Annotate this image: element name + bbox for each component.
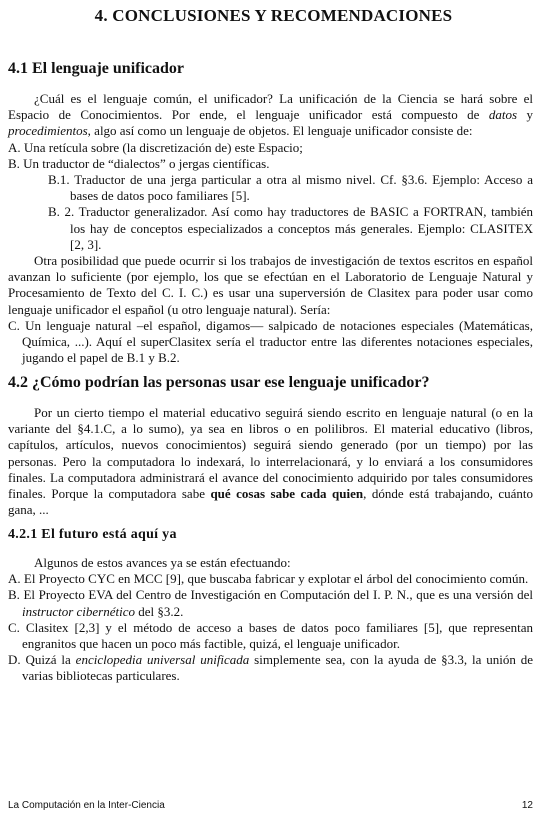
section-4-1-paragraph-2: Otra posibilidad que puede ocurrir si los trabajos de investigación de textos escritos en español avanzan lo suficiente (por ejemplo, los que se efectúan en el Laboratorio de Lenguaje Natural y Procesamiento de Texto del C. I. C.) es usar una superversión de Clasitex para poder usar como lenguaje unificador el español (u otro lenguaje natural). Sería:: [8, 253, 533, 317]
future-item-a: A. El Proyecto CYC en MCC [9], que buscaba fabricar y explotar el árbol del conocimiento común.: [8, 571, 529, 587]
section-4-2-body: [8, 405, 533, 518]
list-subitem-b1: B.1. Traductor de una jerga particular a otra al mismo nivel. Cf. §3.6. Ejemplo: Acceso a bases de datos poco familiares [5].: [48, 172, 533, 204]
future-item-c: C. Clasitex [2,3] y el método de acceso a bases de datos poco familiares [5], que representan engranitos que hacen un poco más factible, quizá, el lenguaje unificador.: [8, 619, 533, 652]
section-4-2-1-body: [8, 555, 533, 685]
list-item-c: C. Un lenguaje natural –el español, digamos— salpicado de notaciones especiales (Matemáticas, Química, ...). Aquí el superClasitex sería el traductor entre las diferentes notaciones especiales, jugando el papel de B.1 y B.2.: [8, 317, 533, 366]
section-4-2-1-intro: Algunos de estos avances ya se están efectuando:: [34, 555, 291, 570]
list-subitem-b2: B. 2. Traductor generalizador. Así como hay traductores de BASIC a FORTRAN, también los hay de conceptos especializados a conceptos más generales. Ejemplo: CLASITEX [2, 3].: [48, 204, 533, 252]
section-4-2-1-heading: 4.2.1 El futuro está aquí ya: [8, 527, 177, 542]
section-4-1-heading: 4.1 El lenguaje unificador: [8, 60, 185, 77]
section-4-2-heading: 4.2 ¿Cómo podrían las personas usar ese lenguaje unificador?: [8, 374, 430, 391]
list-item-a: A. Una retícula sobre (la discretización de) este Espacio;: [8, 139, 303, 155]
list-item-b: B. Un traductor de “dialectos” o jergas científicas.: [8, 155, 270, 171]
footer-book-title: La Computación en la Inter-Ciencia: [8, 800, 165, 811]
future-item-d: D. Quizá la enciclopedia universal unificada simplemente sea, con la ayuda de §3.3, la unión de varias bibliotecas particulares.: [8, 652, 533, 684]
page-footer: [8, 800, 533, 811]
section-4-1-body: [8, 91, 533, 366]
section-4-2-paragraph: Por un cierto tiempo el material educativo seguirá siendo escrito en lenguaje natural (o en la variante del §4.1.C, a lo sumo), ya sea en libros o en polilibros. El material educativo (libros, capítulos, artículos, nuevos conocimientos) seguirá siendo generado (por un tiempo) por las personas. Pero la computadora lo indexará, lo interrelacionará, y lo enviará a los consumidores finales. La computadora administrará el avance del conocimiento adquirido por tales consumidores finales. Porque la computadora sabe qué cosas sabe cada quien, dónde está trabajando, cuánto gana, ...: [8, 405, 534, 518]
section-4-1-paragraph-1: ¿Cuál es el lenguaje común, el unificador? La unificación de la Ciencia se hará sobre el Espacio de Conocimientos. Por ende, el lenguaje unificador está compuesto de datos y procedimientos, algo así como un lenguaje de objetos. El lenguaje unificador consiste de:: [8, 91, 533, 139]
future-item-b: B. El Proyecto EVA del Centro de Investigación en Computación del I. P. N., que es una versión del instructor cibernético del §3.2.: [8, 587, 533, 619]
chapter-title: 4. CONCLUSIONES Y RECOMENDACIONES: [94, 6, 453, 25]
page-number: 12: [521, 800, 533, 811]
